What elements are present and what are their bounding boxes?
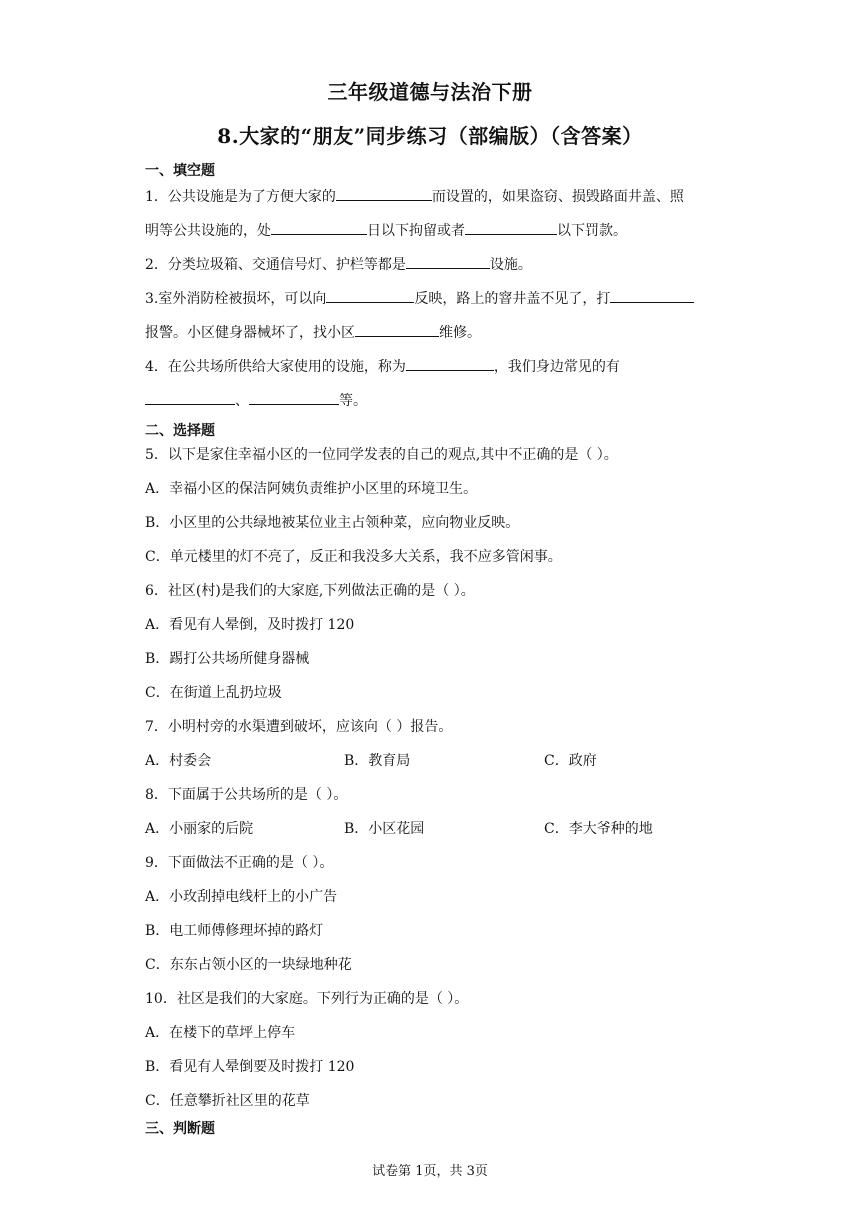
question-1-line-1 — [145, 186, 684, 206]
page-footer: 试卷第 1页，共 3页 — [372, 1164, 488, 1179]
answer-blank — [336, 186, 432, 201]
question-7-option-b: B．教育局 — [344, 753, 411, 769]
section-true-false: 三、判断题 — [145, 1121, 215, 1137]
question-text: 反映，路上的窨井盖不见了，打 — [414, 291, 611, 307]
answer-blank — [271, 220, 367, 235]
question-text: 设施。 — [489, 257, 532, 273]
question-text: 日以下拘留或者 — [367, 223, 465, 239]
question-8-option-c: C．李大爷种的地 — [544, 821, 653, 837]
question-7: 7．小明村旁的水渠遭到破坏，应该向（ ）报告。 — [145, 719, 453, 735]
question-9-option-c: C．东东占领小区的一块绿地种花 — [145, 957, 352, 973]
question-text: 维修。 — [439, 325, 481, 341]
question-text: 以下罚款。 — [557, 223, 627, 239]
answer-blank — [249, 390, 339, 405]
answer-blank — [326, 288, 414, 303]
answer-blank — [406, 356, 494, 371]
question-3-line-1 — [145, 288, 694, 308]
question-text: 、 — [235, 393, 249, 409]
answer-blank — [406, 254, 490, 269]
question-9: 9．下面做法不正确的是（ ）。 — [145, 855, 334, 871]
answer-blank — [465, 220, 557, 235]
question-6-option-a: A．看见有人晕倒，及时拨打 120 — [145, 617, 355, 633]
question-10-option-b: B．看见有人晕倒要及时拨打 120 — [145, 1059, 355, 1075]
question-text: 明等公共设施的，处 — [145, 223, 271, 239]
question-8-option-b: B．小区花园 — [344, 821, 425, 837]
question-10: 10．社区是我们的大家庭。下列行为正确的是（ ）。 — [145, 991, 469, 1007]
question-8: 8．下面属于公共场所的是（ ）。 — [145, 787, 348, 803]
question-text: 报警。小区健身器械坏了，找小区 — [145, 325, 355, 341]
question-5-option-a: A．幸福小区的保洁阿姨负责维护小区里的环境卫生。 — [145, 481, 478, 497]
question-5-option-c: C．单元楼里的灯不亮了，反正和我没多大关系，我不应多管闲事。 — [145, 549, 562, 565]
answer-blank — [355, 322, 439, 337]
question-5: 5．以下是家住幸福小区的一位同学发表的自己的观点,其中不正确的是（ ）。 — [145, 447, 618, 463]
answer-blank — [610, 288, 694, 303]
section-fill-in: 一、填空题 — [145, 163, 215, 179]
page-title: 三年级道德与法治下册 — [327, 80, 533, 104]
question-6-option-c: C．在街道上乱扔垃圾 — [145, 685, 282, 701]
question-10-option-a: A．在楼下的草坪上停车 — [145, 1025, 296, 1041]
section-multiple-choice: 二、选择题 — [145, 423, 215, 439]
question-7-option-a: A．村委会 — [145, 753, 212, 769]
question-text: 而设置的，如果盗窃、损毁路面井盖、照 — [431, 189, 684, 205]
question-1-line-2 — [145, 220, 627, 240]
question-6-option-b: B．踢打公共场所健身器械 — [145, 651, 310, 667]
question-8-option-a: A．小丽家的后院 — [145, 821, 254, 837]
question-4-line-2 — [145, 390, 367, 410]
answer-blank — [145, 390, 235, 405]
question-text: 3.室外消防栓被损坏，可以向 — [145, 291, 327, 307]
question-6: 6．社区(村)是我们的大家庭,下列做法正确的是（ ）。 — [145, 583, 475, 599]
question-text: 4．在公共场所供给大家使用的设施，称为 — [145, 359, 406, 375]
question-9-option-a: A．小玫刮掉电线杆上的小广告 — [145, 889, 338, 905]
question-text: 1．公共设施是为了方便大家的 — [145, 189, 336, 205]
question-4-line-1 — [145, 356, 620, 376]
page-subtitle: 8.大家的“朋友”同步练习（部编版）（含答案） — [217, 124, 643, 148]
question-5-option-b: B．小区里的公共绿地被某位业主占领种菜，应向物业反映。 — [145, 515, 520, 531]
question-3-line-2 — [145, 322, 481, 342]
question-text: ，我们身边常见的有 — [493, 359, 620, 375]
question-text: 2．分类垃圾箱、交通信号灯、护栏等都是 — [145, 257, 406, 273]
question-2 — [145, 254, 532, 274]
question-7-option-c: C．政府 — [544, 753, 597, 769]
question-text: 等。 — [339, 393, 367, 409]
question-10-option-c: C．任意攀折社区里的花草 — [145, 1093, 310, 1109]
question-9-option-b: B．电工师傅修理坏掉的路灯 — [145, 923, 324, 939]
